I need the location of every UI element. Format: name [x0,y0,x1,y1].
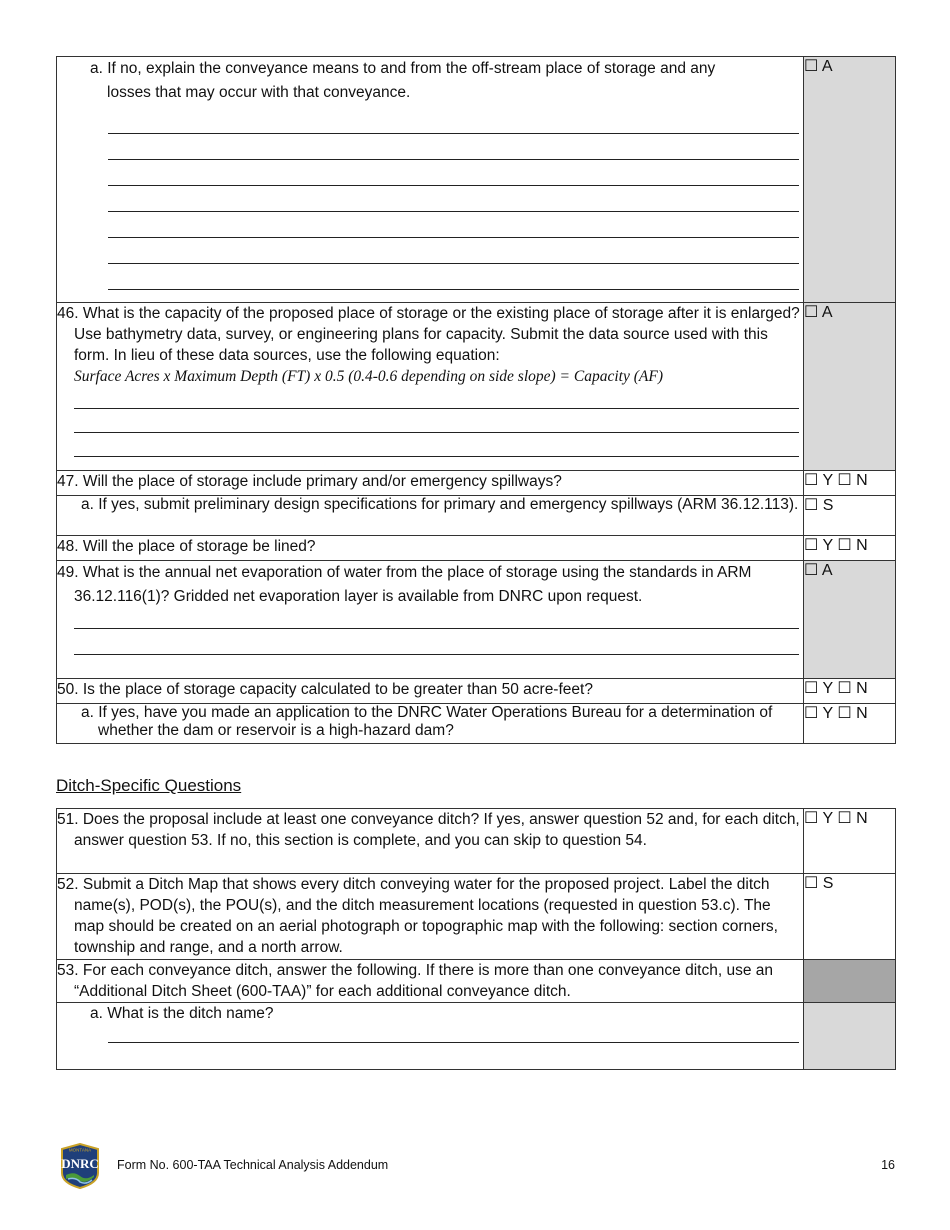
answer-51-checkbox[interactable]: ☐ Y ☐ N [804,809,896,874]
question-47-text: 47. Will the place of storage include primary and/or emergency spillways? [57,471,804,496]
question-53a-text: a. What is the ditch name? [90,1005,274,1022]
question-52-cell [57,874,804,960]
question-53-text: 53. For each conveyance ditch, answer the following. If there is more than one conveyance ditch, use an “Additional Ditch Sheet (600-TAA)” for each additional conveyance ditch. [57,962,773,1000]
answer-lines[interactable] [74,387,803,457]
answer-53a-cell [804,1003,896,1070]
question-51-text: 51. Does the proposal include at least one conveyance ditch? If yes, answer question 52 and, for each ditch, answer question 53. If no, this section is complete, and you can skip to question 54. [57,811,800,849]
question-45a-text-2: losses that may occur with that conveyance. [107,84,411,101]
form-number: Form No. 600-TAA Technical Analysis Addendum [117,1158,389,1172]
answer-lines[interactable] [74,609,803,655]
question-50a-row [57,704,896,744]
question-47a-row [57,496,896,536]
logo-text: DNRC [61,1156,99,1171]
question-49-cell [57,561,804,679]
question-48-text: 48. Will the place of storage be lined? [57,536,804,561]
question-47a-cell [57,496,804,536]
question-47a-text: a. If yes, submit preliminary design specifications for primary and emergency spillways (ARM 36.12.113). [81,496,799,513]
question-53a-cell [57,1003,804,1070]
question-53-cell [57,960,804,1003]
question-52-text: 52. Submit a Ditch Map that shows every ditch conveying water for the proposed project. Label the ditch name(s), POD(s), the POU(s), and the ditch measurement locations (requested in question 53.c). The map should be created on an aerial photograph or topographic map with the following: section corners, township and range, and a north arrow. [57,876,778,956]
question-50a-text: a. If yes, have you made an application to the DNRC Water Operations Bureau for a determination of whether the dam or reservoir is a high-hazard dam? [81,704,773,739]
question-49-text: 49. What is the annual net evaporation of water from the place of storage using the standards in ARM 36.12.116(1)? Gridded net evaporation layer is available from DNRC upon request. [57,564,752,605]
capacity-formula: Surface Acres x Maximum Depth (FT) x 0.5 (0.4-0.6 depending on side slope) = Capacity (AF) [74,368,663,385]
storage-questions-table [56,56,896,744]
page-number: 16 [881,1158,895,1172]
section-heading: Ditch-Specific Questions [56,776,242,795]
ditch-questions-table [56,808,896,1070]
answer-lines[interactable] [108,108,803,290]
answer-49-checkbox[interactable]: ☐ A [804,561,896,679]
question-53-row [57,960,896,1003]
question-49-row [57,561,896,679]
question-51-row [57,809,896,874]
question-45a-row [57,57,896,303]
question-48-row [57,536,896,561]
answer-53-cell [804,960,896,1003]
question-46-cell [57,303,804,471]
question-52-row [57,874,896,960]
answer-47a-checkbox[interactable]: ☐ S [804,496,896,536]
question-45a-text-1: a. If no, explain the conveyance means to and from the off-stream place of storage and any [90,60,716,77]
answer-lines[interactable] [108,1024,803,1043]
logo-top-text: MONTANA [68,1147,92,1153]
question-50-row [57,679,896,704]
answer-52-checkbox[interactable]: ☐ S [804,874,896,960]
question-46-row [57,303,896,471]
question-47-row [57,471,896,496]
page-footer [56,1143,895,1189]
answer-48-checkbox[interactable]: ☐ Y ☐ N [804,536,896,561]
question-53a-row [57,1003,896,1070]
answer-46-checkbox[interactable]: ☐ A [804,303,896,471]
answer-45a-checkbox[interactable]: ☐ A [804,57,896,303]
question-51-cell [57,809,804,874]
answer-50a-checkbox[interactable]: ☐ Y ☐ N [804,704,896,744]
dnrc-logo [56,1143,104,1189]
answer-47-checkbox[interactable]: ☐ Y ☐ N [804,471,896,496]
question-50-text: 50. Is the place of storage capacity calculated to be greater than 50 acre-feet? [57,679,804,704]
question-50a-cell [57,704,804,744]
question-45a-cell [57,57,804,303]
answer-50-checkbox[interactable]: ☐ Y ☐ N [804,679,896,704]
question-46-text: 46. What is the capacity of the proposed place of storage or the existing place of storage after it is enlarged? Use bathymetry data, survey, or engineering plans for capacity. Submit the data source used with this form. In lieu of these data sources, use the following equation: [57,305,800,364]
